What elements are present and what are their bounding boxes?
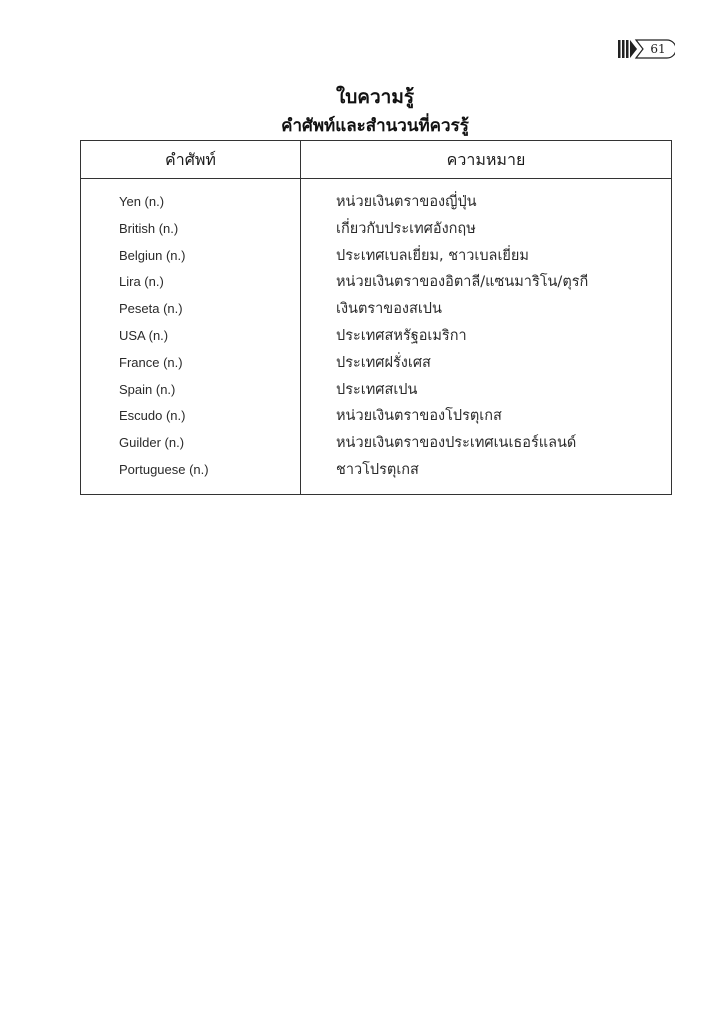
- table-row: [81, 350, 671, 377]
- meaning-cell: หน่วยเงินตราของญี่ปุ่น: [336, 194, 477, 210]
- meaning-cell: เงินตราของสเปน: [336, 301, 442, 318]
- table-row: [81, 323, 671, 350]
- table-row: [81, 296, 671, 323]
- meaning-cell: ประเทศสหรัฐอเมริกา: [336, 327, 467, 344]
- table-row: [81, 377, 671, 404]
- word-cell: Peseta (n.): [119, 301, 183, 317]
- vocabulary-table: [80, 140, 672, 495]
- table-header: [81, 141, 671, 179]
- word-cell: France (n.): [119, 354, 183, 370]
- table-row: [81, 269, 671, 296]
- table-row: [81, 189, 671, 216]
- header-word: คำศัพท์: [165, 150, 216, 169]
- word-cell: Belgiun (n.): [119, 247, 186, 263]
- meaning-cell: ประเทศฝรั่งเศส: [336, 354, 431, 371]
- meaning-cell: หน่วยเงินตราของโปรตุเกส: [336, 408, 502, 425]
- header-meaning: ความหมาย: [446, 150, 526, 169]
- meaning-cell: ประเทศสเปน: [336, 381, 418, 398]
- word-cell: Spain (n.): [119, 381, 176, 397]
- meaning-cell: เกี่ยวกับประเทศอังกฤษ: [336, 220, 476, 237]
- meaning-cell: ชาวโปรตุเกส: [336, 461, 419, 478]
- table-row: [81, 403, 671, 430]
- word-cell: British (n.): [119, 220, 179, 236]
- word-cell: Yen (n.): [119, 194, 165, 209]
- page-number: 61: [650, 42, 666, 56]
- word-cell: USA (n.): [119, 327, 169, 343]
- word-cell: Lira (n.): [119, 274, 164, 290]
- word-cell: Escudo (n.): [119, 408, 186, 424]
- page-number-tab: [617, 38, 675, 60]
- table-row: [81, 430, 671, 457]
- meaning-cell: ประเทศเบลเยี่ยม, ชาวเบลเยี่ยม: [336, 247, 529, 264]
- table-body: [81, 189, 671, 484]
- word-cell: Portuguese (n.): [119, 461, 209, 477]
- table-row: [81, 216, 671, 243]
- table-row: [81, 243, 671, 270]
- page-title: ใบความรู้: [335, 86, 415, 108]
- meaning-cell: หน่วยเงินตราของอิตาลี/แซนมาริโน/ตุรกี: [336, 274, 589, 291]
- meaning-cell: หน่วยเงินตราของประเทศเนเธอร์แลนด์: [336, 435, 577, 452]
- page-subtitle: คำศัพท์และสำนวนที่ควรรู้: [281, 116, 469, 136]
- word-cell: Guilder (n.): [119, 435, 185, 451]
- table-row: [81, 457, 671, 484]
